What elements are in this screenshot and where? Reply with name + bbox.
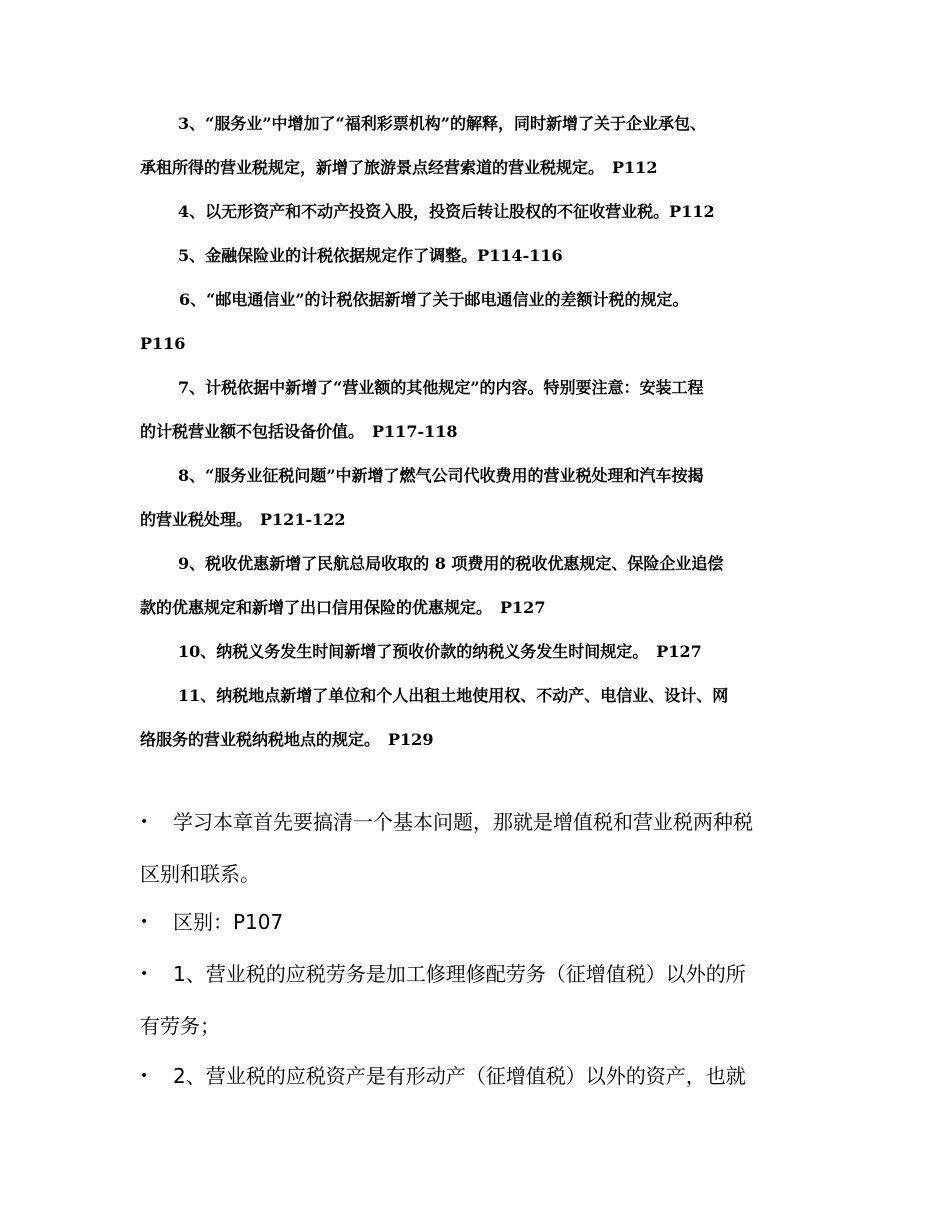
item-text: “服务业征税问题”中新增了燃气公司代收费用的营业税处理和汽车按揭	[205, 466, 704, 485]
list-item-6	[140, 278, 840, 366]
item-text: 税收优惠新增了民航总局收取的 8 项费用的税收优惠规定、保险企业追偿	[205, 554, 724, 573]
bullet-text-continued: 区别和联系。	[140, 862, 260, 886]
list-item-8	[140, 454, 840, 542]
list-item-4	[140, 190, 840, 234]
list-item-3	[140, 102, 840, 190]
item-text: 纳税义务发生时间新增了预收价款的纳税义务发生时间规定。	[216, 642, 649, 661]
bullet-item-2	[140, 896, 840, 948]
bullet-marker: •	[140, 1068, 149, 1084]
item-number: 9、	[178, 554, 206, 573]
list-item-9	[140, 542, 840, 630]
page-reference: P116	[140, 334, 186, 353]
bullet-text: 区别：P107	[173, 910, 284, 934]
page-reference: P114-116	[477, 246, 563, 265]
list-item-10	[140, 630, 840, 674]
bullet-item-1	[140, 796, 840, 900]
list-item-7	[140, 366, 840, 454]
item-text: 以无形资产和不动产投资入股，投资后转让股权的不征收营业税。	[205, 202, 670, 221]
item-text-continued: 款的优惠规定和新增了出口信用保险的优惠规定。	[140, 598, 493, 617]
item-number: 10、	[178, 642, 217, 661]
item-number: 7、	[178, 378, 206, 397]
item-text: 计税依据中新增了“营业额的其他规定”的内容。特别要注意：安装工程	[205, 378, 704, 397]
item-number: 5、	[178, 246, 206, 265]
bullet-marker: •	[140, 914, 149, 930]
item-text: 纳税地点新增了单位和个人出租土地使用权、不动产、电信业、设计、网	[216, 686, 729, 705]
page-reference: P121-122	[260, 510, 346, 529]
bullet-text: 2、营业税的应税资产是有形动产（征增值税）以外的资产，也就	[173, 1064, 746, 1088]
bullet-item-3	[140, 948, 840, 1052]
list-item-11	[140, 674, 840, 762]
item-text: “服务业”中增加了“福利彩票机构”的解释，同时新增了关于企业承包、	[205, 114, 706, 133]
item-number: 3、	[178, 114, 206, 133]
bullet-marker: •	[140, 966, 149, 982]
page-reference: P127	[656, 642, 702, 661]
item-number: 4、	[178, 202, 206, 221]
item-text: “邮电通信业”的计税依据新增了关于邮电通信业的差额计税的规定。	[206, 290, 689, 309]
item-text-continued: 承租所得的营业税规定，新增了旅游景点经营索道的营业税规定。	[140, 158, 605, 177]
item-text-continued: 的计税营业额不包括设备价值。	[140, 422, 365, 441]
bullet-item-4	[140, 1050, 840, 1102]
page-reference: P117-118	[372, 422, 458, 441]
bullet-marker: •	[140, 814, 149, 830]
page-reference: P112	[669, 202, 715, 221]
item-text-continued: 络服务的营业税纳税地点的规定。	[140, 730, 381, 749]
bullet-text: 1、营业税的应税劳务是加工修理修配劳务（征增值税）以外的所	[173, 962, 746, 986]
page-reference: P127	[500, 598, 546, 617]
item-number: 11、	[178, 686, 217, 705]
item-number: 6、	[179, 290, 207, 309]
page-reference: P129	[388, 730, 434, 749]
item-number: 8、	[178, 466, 206, 485]
bullet-text: 学习本章首先要搞清一个基本问题，那就是增值税和营业税两种税	[173, 810, 753, 834]
page-reference: P112	[612, 158, 658, 177]
item-text-continued: 的营业税处理。	[140, 510, 253, 529]
bullet-text-continued: 有劳务；	[140, 1014, 220, 1038]
list-item-5	[140, 234, 840, 278]
item-text: 金融保险业的计税依据规定作了调整。	[205, 246, 478, 265]
